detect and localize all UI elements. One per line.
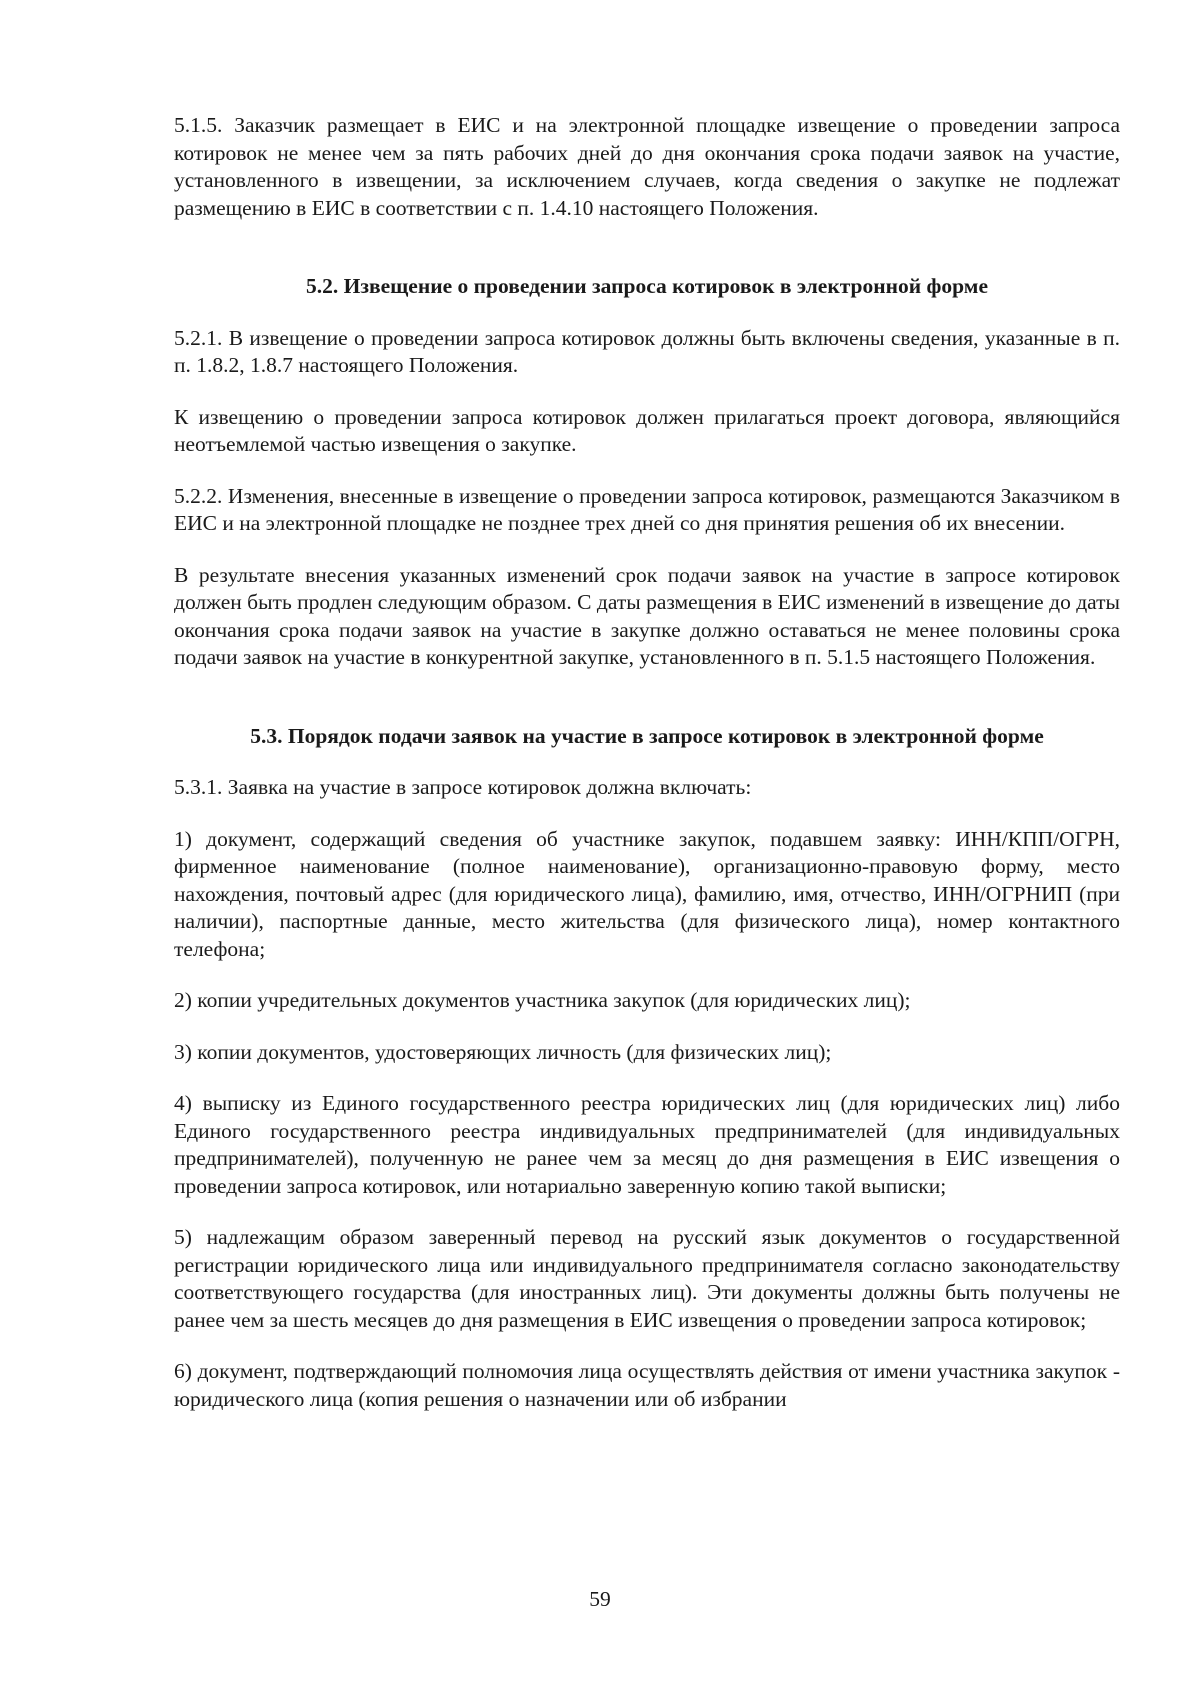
- document-page: [174, 112, 1120, 1413]
- list-item-1: 1) документ, содержащий сведения об участнике закупок, подавшем заявку: ИНН/КПП/ОГРН, фирменное наименование (полное наименование), организационно-правовую форму, место нахождения, почтовый адрес (для юридического лица), фамилию, имя, отчество, ИНН/ОГРНИП (при наличии), паспортные данные, место жительства (для физического лица), номер контактного телефона;: [174, 826, 1120, 961]
- paragraph-5-2-2: 5.2.2. Изменения, внесенные в извещение о проведении запроса котировок, размещаются Заказчиком в ЕИС и на электронной площадке не позднее трех дней со дня принятия решения об их внесении.: [174, 483, 1120, 535]
- paragraph-5-3-1: 5.3.1. Заявка на участие в запросе котировок должна включать:: [174, 775, 752, 799]
- paragraph-5-2-2-deadline-extension: В результате внесения указанных изменений срок подачи заявок на участие в запросе котировок должен быть продлен следующим образом. С даты размещения в ЕИС изменений в извещение до даты окончания срока подачи заявок на участие в закупке должно оставаться не менее половины срока подачи заявок на участие в конкурентной закупке, установленного в п. 5.1.5 настоящего Положения.: [174, 562, 1120, 669]
- list-item-2: 2) копии учредительных документов участника закупок (для юридических лиц);: [174, 988, 911, 1012]
- paragraph-5-2-1-draft-contract: К извещению о проведении запроса котировок должен прилагаться проект договора, являющийся неотъемлемой частью извещения о закупке.: [174, 404, 1120, 456]
- page-number: 59: [589, 1587, 611, 1611]
- paragraph-5-1-5: 5.1.5. Заказчик размещает в ЕИС и на электронной площадке извещение о проведении запроса котировок не менее чем за пять рабочих дней до дня окончания срока подачи заявок на участие, установленного в извещении, за исключением случаев, когда сведения о закупке не подлежат размещению в ЕИС в соответствии с п. 1.4.10 настоящего Положения.: [174, 113, 1120, 220]
- list-item-3: 3) копии документов, удостоверяющих личность (для физических лиц);: [174, 1039, 832, 1064]
- list-item-4: 4) выписку из Единого государственного реестра юридических лиц (для юридических лиц) либо Единого государственного реестра индивидуальных предпринимателей (для индивидуальных предпринимателей), полученную не ранее чем за месяц до дня размещения в ЕИС извещения о проведении запроса котировок, или нотариально заверенную копию такой выписки;: [174, 1091, 1120, 1198]
- list-item-5: 5) надлежащим образом заверенный перевод на русский язык документов о государственной регистрации юридического лица или индивидуального предпринимателя согласно законодательству соответствующего государства (для иностранных лиц). Эти документы должны быть получены не ранее чем за шесть месяцев до дня размещения в ЕИС извещения о проведении запроса котировок;: [174, 1225, 1120, 1332]
- section-heading-5-3: 5.3. Порядок подачи заявок на участие в запросе котировок в электронной форме: [250, 723, 1044, 748]
- list-item-6: 6) документ, подтверждающий полномочия лица осуществлять действия от имени участника закупок - юридического лица (копия решения о назначении или об избрании: [174, 1359, 1120, 1411]
- section-heading-5-2: 5.2. Извещение о проведении запроса котировок в электронной форме: [306, 274, 988, 298]
- paragraph-5-2-1: 5.2.1. В извещение о проведении запроса котировок должны быть включены сведения, указанные в п. п. 1.8.2, 1.8.7 настоящего Положения.: [174, 325, 1120, 377]
